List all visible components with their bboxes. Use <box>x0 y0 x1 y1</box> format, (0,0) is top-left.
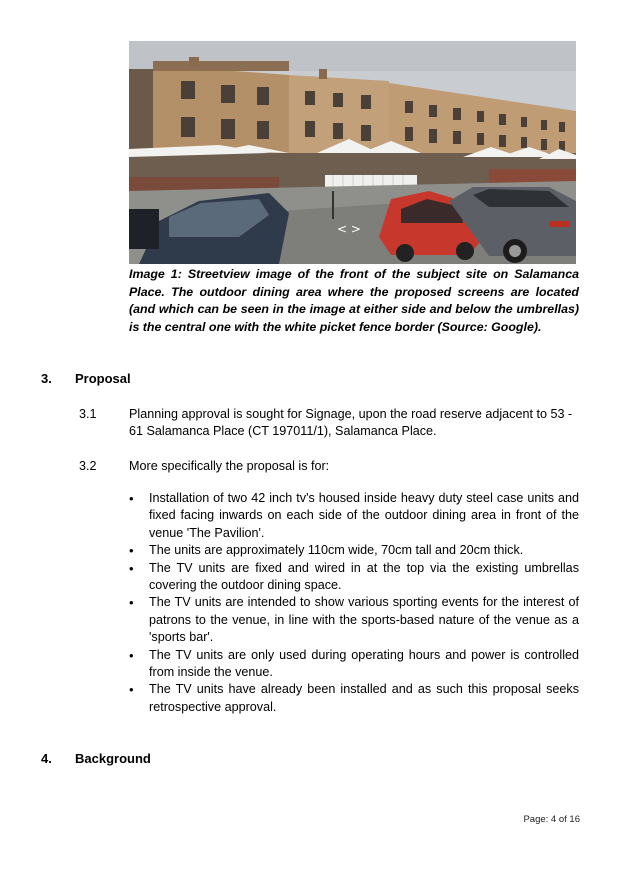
section-title: Background <box>75 751 151 766</box>
paragraph-text: More specifically the proposal is for: <box>129 459 330 473</box>
page-number: Page: 4 of 16 <box>523 814 580 825</box>
paragraph-text: Planning approval is sought for Signage, upon the road reserve adjacent to 53 - 61 Salamanca Place (CT 197011/1), Salamanca Place. <box>129 407 573 439</box>
paragraph-number: 3.2 <box>79 459 97 473</box>
list-item: • The TV units are intended to show various sporting events for the interest of patrons to the venue, in line with the sports-based nature of the venue as a 'sports bar'. <box>129 594 579 646</box>
proposal-bullet-list <box>129 490 579 716</box>
list-item: • Installation of two 42 inch tv's housed inside heavy duty steel case units and fixed facing inwards on each side of the outdoor dining area in front of the venue 'The Pavilion'. <box>129 490 579 542</box>
list-item: • The TV units are only used during operating hours and power is controlled from inside the venue. <box>129 647 579 682</box>
image-caption: Image 1: Streetview image of the front of the subject site on Salamanca Place. The outdoor dining area where the proposed screens are located (and which can be seen in the image at either side and below the umbrellas) is the central one with the white picket fence border (Source: Google). <box>129 267 579 334</box>
paragraph-number: 3.1 <box>79 407 97 421</box>
streetview-photo <box>129 41 576 264</box>
section-title: Proposal <box>75 371 131 386</box>
svg-text:< >: < > <box>337 222 361 236</box>
list-item: • The TV units have already been installed and as such this proposal seeks retrospective approval. <box>129 681 579 716</box>
streetview-illustration <box>129 41 576 264</box>
section-number: 3. <box>41 371 52 386</box>
list-item: • The units are approximately 110cm wide, 70cm tall and 20cm thick. <box>129 542 579 559</box>
section-number: 4. <box>41 751 52 766</box>
list-item: • The TV units are fixed and wired in at the top via the existing umbrellas covering the outdoor dining space. <box>129 560 579 595</box>
